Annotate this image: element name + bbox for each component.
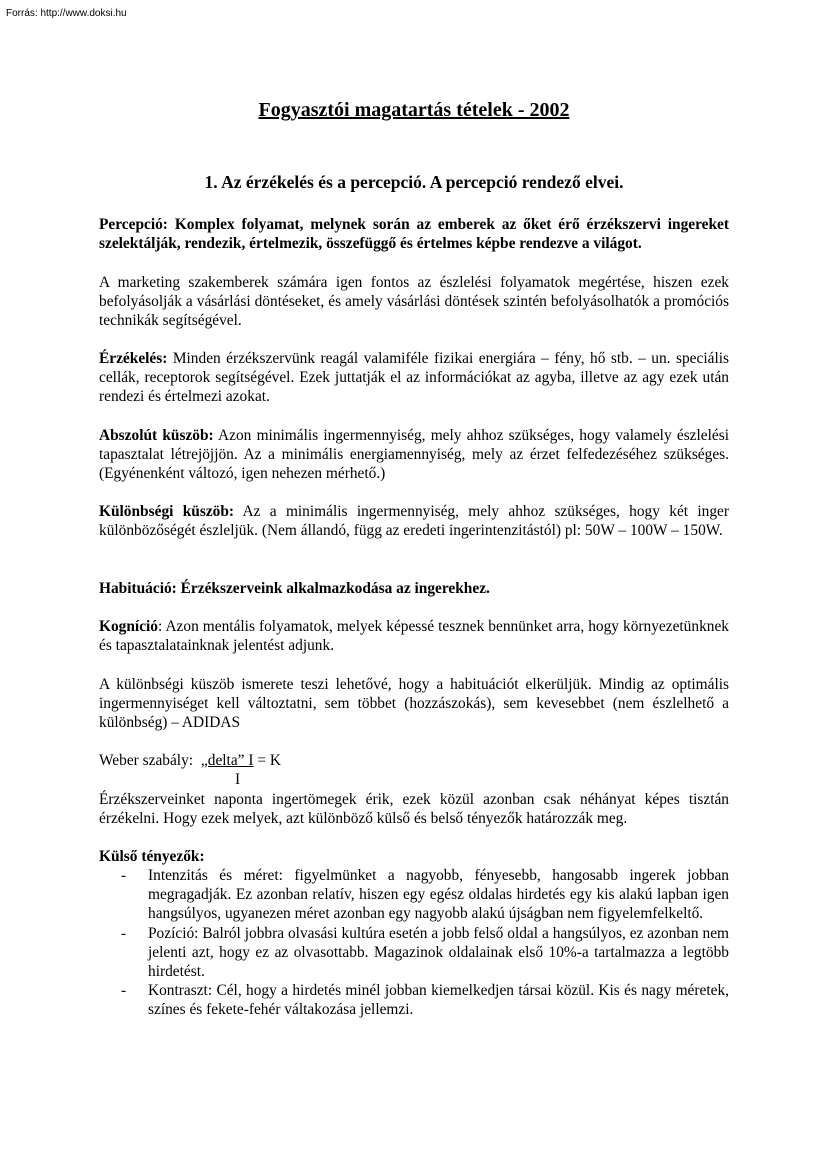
- document-title: Fogyasztói magatartás tételek - 2002: [258, 99, 570, 121]
- list-bullet: -: [121, 924, 127, 942]
- weber-denominator: I: [235, 771, 241, 788]
- difference-paragraph: A különbségi küszöb ismerete teszi lehetővé, hogy a habituációt elkerüljük. Mindig az optimális ingermennyiséget kell változtatni, sem többet (hozzászokás), sem kevesebbet (nem észlelhető a különbség) – ADIDAS: [99, 676, 729, 732]
- list-bullet: -: [121, 867, 127, 884]
- list-item-text: Pozíció: Balról jobbra olvasási kultúra esetén a jobb felső oldal a hangsúlyos, ez azonban nem jelenti azt, hogy ez az olvasottabb. Magazinok oldalainak első 10%-a tartalmazza a legtöbb hirdetést.: [148, 924, 729, 981]
- perception-term: Percepció:: [99, 216, 168, 233]
- sensation-term: Érzékelés:: [99, 350, 168, 367]
- list-item: [99, 866, 729, 924]
- perception-definition: [99, 215, 729, 253]
- list-item-text: Intenzitás és méret: figyelmünket a nagyobb, fényesebb, hangosabb ingerek jobban megragadják. Ez azonban relatív, hiszen egy egész oldalas hirdetés egy kis alakú lapban igen hangsúlyos, ugyanezen méret azonban egy nagyobb alakú újságban nem figyelemfelkeltő.: [148, 867, 729, 923]
- weber-numerator: „delta” I: [200, 752, 254, 769]
- habituation-paragraph: Habituáció: Érzékszerveink alkalmazkodása az ingerekhez.: [99, 580, 490, 597]
- stimuli-paragraph: Érzékszerveinket naponta ingertömegek érik, ezek közül azonban csak néhányat képes tisztán érzékelni. Hogy ezek melyek, azt különböző külső és belső tényezők határozzák meg.: [99, 791, 729, 828]
- list-item: [99, 981, 729, 1019]
- weber-equals: = K: [257, 752, 281, 769]
- absolute-threshold-term: Abszolút küszöb:: [99, 427, 214, 444]
- weber-label: Weber szabály:: [99, 752, 194, 769]
- source-note: Forrás: http://www.doksi.hu: [6, 8, 127, 19]
- cognition-term: Kogníció: [99, 618, 158, 635]
- absolute-threshold-text: Azon minimális ingermennyiség, mely ahhoz szükséges, hogy valamely észlelési tapasztalat létrejöjjön. Az a minimális energiamennyiség, mely az érzet felfedezéséhez szükséges. (Egyénenként változó, igen nehezen mérhető.): [99, 427, 729, 483]
- section-heading: 1. Az érzékelés és a percepció. A percepció rendező elvei.: [204, 172, 624, 192]
- list-bullet: -: [121, 982, 127, 1000]
- difference-threshold-term: Különbségi küszöb:: [99, 503, 235, 520]
- list-item: [99, 924, 729, 982]
- external-factors-heading: Külső tényezők:: [99, 848, 205, 865]
- cognition-paragraph: [99, 617, 729, 655]
- cognition-text: : Azon mentális folyamatok, melyek képessé tesznek bennünket arra, hogy környezetünknek és tapasztalatainknak jelentést adjunk.: [99, 618, 729, 655]
- sensation-paragraph: [99, 349, 729, 407]
- difference-threshold-text: Az a minimális ingermennyiség, mely ahhoz szükséges, hogy két inger különbözőségét észleljük. (Nem állandó, függ az eredeti ingerintenzitástól) pl: 50W – 100W – 150W.: [99, 503, 729, 540]
- external-factors-list: [99, 866, 729, 1020]
- list-item-text: Kontraszt: Cél, hogy a hirdetés minél jobban kiemelkedjen társai közül. Kis és nagy méretek, színes és fekete-fehér váltakozása jellemzi.: [148, 982, 729, 1019]
- perception-text: A marketing szakemberek számára igen fontos az észlelési folyamatok megértése, hiszen ezek befolyásolják a vásárlási döntéseket, és amely vásárlási döntések szintén befolyásolhatók a promóciós technikák segítségével.: [99, 274, 729, 330]
- absolute-threshold-paragraph: [99, 426, 729, 484]
- weber-rule: [99, 751, 729, 770]
- difference-threshold-paragraph: [99, 502, 729, 540]
- perception-definition-text: Komplex folyamat, melynek során az emberek az őket érő érzékszervi ingereket szelektálják, rendezik, értelmezik, összefüggő és értelmes képbe rendezve a világot.: [99, 216, 729, 253]
- sensation-text: Minden érzékszervünk reagál valamiféle fizikai energiára – fény, hő stb. – un. speciális cellák, receptorok segítségével. Ezek juttatják el az információkat az agyba, illetve az agy ezek után rendezi és értelmezi azokat.: [99, 350, 729, 406]
